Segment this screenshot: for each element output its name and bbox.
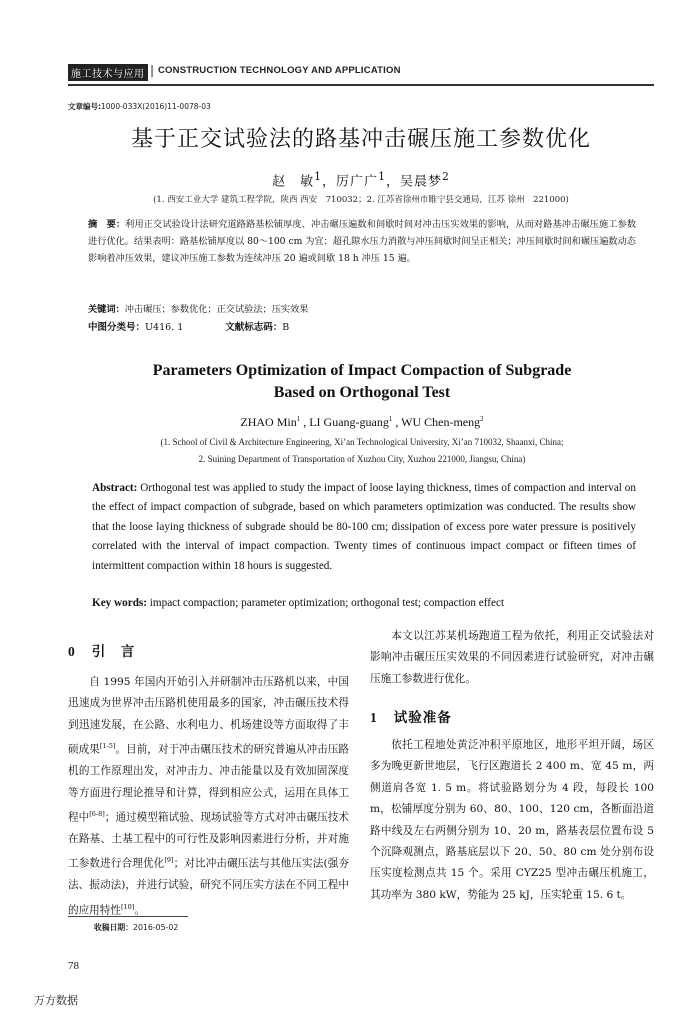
article-number-label: 文章编号:: [68, 102, 101, 111]
abstract-cn-text: 利用正交试验设计法研究道路路基松铺厚度、冲击碾压遍数和间歇时间对冲击压实效果的影响，从而对路基冲击碾压施工参数进行优化。结果表明：路基松铺厚度以 80～100 cm 为宜；超孔隙水压力消散与冲压间歇时间呈正相关；冲压间歇时间和碾压遍数动态影响着冲压效果，建议冲压施工参数为连续冲压 20 遍或间歇 18 h 冲压 15 遍。: [88, 219, 637, 264]
author-en-2: LI Guang-guang: [309, 415, 389, 429]
citation[interactable]: [9]: [164, 856, 174, 865]
abstract-cn: [88, 216, 636, 267]
header-separator: |: [150, 63, 155, 77]
affiliation-en-line1: (1. School of Civil & Architecture Engineering, Xi’an Technological University, Xi’an 710032, Shaanxi, China;: [160, 437, 564, 447]
author-1: 赵 敏: [272, 174, 315, 190]
author-3: 吴晨梦: [399, 174, 442, 190]
authors-en: [88, 415, 636, 430]
abstract-en-label: Abstract:: [92, 482, 138, 494]
authors-cn: [68, 170, 654, 189]
section-0-body: [68, 672, 349, 922]
section-tag: 施工技术与应用: [68, 64, 148, 81]
clc-value: U416. 1: [145, 322, 184, 333]
keywords-en: [92, 597, 636, 609]
received-value: 2016-05-02: [132, 923, 179, 932]
author-2: 厉广广: [336, 174, 379, 190]
received-date: [94, 922, 178, 933]
footnote-rule: [68, 916, 188, 917]
title-en-line1: Parameters Optimization of Impact Compaction of Subgrade: [152, 362, 572, 379]
keywords-cn-label: 关键词：: [88, 304, 125, 315]
section-0-number: 0: [68, 644, 76, 659]
title-en-line2: Based on Orthogonal Test: [273, 384, 451, 401]
p-text: 自 1995 年国内开始引入并研制冲击压路机以来，中国迅速成为世界冲击压路机使用最多的国家，冲击碾压技术得到迅速发展，在公路、水利电力、机场建设等方面取得了丰硕成果: [68, 676, 349, 756]
affiliation-en: [88, 434, 636, 468]
doc-code-label: 文献标志码：: [225, 322, 283, 333]
keywords-cn-text: 冲击碾压；参数优化；正交试验法；压实效果: [124, 304, 309, 315]
author-en-3: WU Chen-meng: [401, 415, 481, 429]
section-0-title: 引 言: [91, 644, 136, 660]
author-en-3-sup: 2: [480, 415, 484, 423]
abstract-en-text: Orthogonal test was applied to study the impact of loose laying thickness, times of compaction and interval on the effect of impact compaction of subgrade, based on which parameters optimization was conducted. The results show that the loose laying thickness of subgrade should be 80-100 cm; dissipation of excess pore water pressure is positively correlated with the interval of impact compaction. Twenty times of continuous impact compact or fifteen times of intermittent compaction within 18 hours is suggested.: [92, 482, 636, 572]
received-label: 收稿日期：: [94, 923, 133, 932]
abstract-en: [92, 479, 636, 576]
section-1-title: 试验准备: [393, 710, 452, 726]
keywords-cn: [88, 301, 636, 315]
journal-name: CONSTRUCTION TECHNOLOGY AND APPLICATION: [158, 65, 401, 76]
author-en-1-sup: 1: [296, 415, 301, 423]
section-0-paragraph-1: [68, 672, 349, 922]
page-number: 78: [68, 960, 79, 972]
keywords-en-text: impact compaction; parameter optimization; orthogonal test; compaction effect: [147, 597, 505, 609]
author-2-sup: 1: [378, 170, 386, 183]
citation[interactable]: [10]: [120, 902, 135, 911]
author-sep: ，: [385, 174, 400, 190]
classification: [88, 319, 636, 333]
affiliation-cn: (1. 西安工业大学 建筑工程学院，陕西 西安 710032；2. 江苏省徐州市睢宁县交通局，江苏 徐州 221000): [153, 195, 569, 205]
section-1-paragraph-1: 依托工程地处黄泛冲积平原地区，地形平坦开阔，场区多为晚更新世地层，飞行区跑道长 2 400 m、宽 45 m，两侧道肩各宽 1. 5 m。将试验路划分为 4 段，每段长 100 m，松铺厚度分别为 60、80、100、120 cm，各断面沿道路中线及左右两侧分别为 10、20 m，路基表层位置布设 5 个沉降观测点，路基底层以下 20、50、80 cm 处分别布设压实度检测点共 15 个。采用 CYZ25 型冲击碾压机施工，其功率为 380 kW，势能为 25 kJ，压实轮重 15. 6 t。: [370, 739, 654, 901]
abstract-cn-label: 摘 要：: [88, 219, 126, 230]
keywords-en-label: Key words:: [92, 597, 147, 609]
section-1-heading: [370, 706, 452, 726]
section-0-paragraph-2: [370, 626, 654, 690]
citation[interactable]: [1-5]: [99, 742, 116, 751]
citation[interactable]: [6-8]: [89, 809, 105, 818]
article-number-value: 1000-033X(2016)11-0078-03: [101, 102, 211, 111]
page-title: 基于正交试验法的路基冲击碾压施工参数优化: [130, 127, 591, 152]
article-number: [68, 101, 211, 112]
author-en-2-sup: 1: [388, 415, 393, 423]
p-text: 。: [134, 904, 145, 917]
watermark: 万方数据: [34, 994, 78, 1007]
section-0-paragraph-2-text: 本文以江苏某机场跑道工程为依托，利用正交试验法对影响冲击碾压压实效果的不同因素进行试验研究，对冲击碾压施工参数进行优化。: [370, 630, 654, 685]
clc-label: 中图分类号：: [88, 322, 146, 333]
doc-code-value: B: [282, 322, 290, 333]
header-rule: [68, 84, 654, 86]
author-en-sep: ,: [300, 415, 310, 429]
author-en-sep: ,: [392, 415, 402, 429]
p-text: ；通过模型箱试验、现场试验等方式对冲击碾压技术在路基、土基工程中的可行性及影响因素进行分析，并对施工参数进行合理优化: [68, 811, 350, 870]
p-text: ；对比冲击碾压法与其他压实法(强夯法、振动法)，并进行试验，研究不同压实方法在不同工程中的应用特性: [68, 857, 349, 917]
author-1-sup: 1: [314, 170, 323, 183]
author-sep: ，: [322, 174, 337, 190]
affiliation-en-line2: 2. Suining Department of Transportation of Xuzhou City, Xuzhou 221000, Jiangsu, China): [198, 454, 526, 464]
section-1-body: [370, 735, 654, 906]
section-0-heading: [68, 640, 135, 660]
author-3-sup: 2: [441, 170, 450, 183]
p-text: 。目前，对于冲击碾压技术的研究普遍从冲击压路机的工作原理出发，对冲击力、冲击能量以及有效加固深度等方面进行理论推导和计算，得到相应公式，运用在具体工程中: [68, 743, 350, 824]
title-en: [88, 360, 636, 404]
section-1-number: 1: [370, 710, 378, 725]
author-en-1: ZHAO Min: [240, 415, 297, 429]
